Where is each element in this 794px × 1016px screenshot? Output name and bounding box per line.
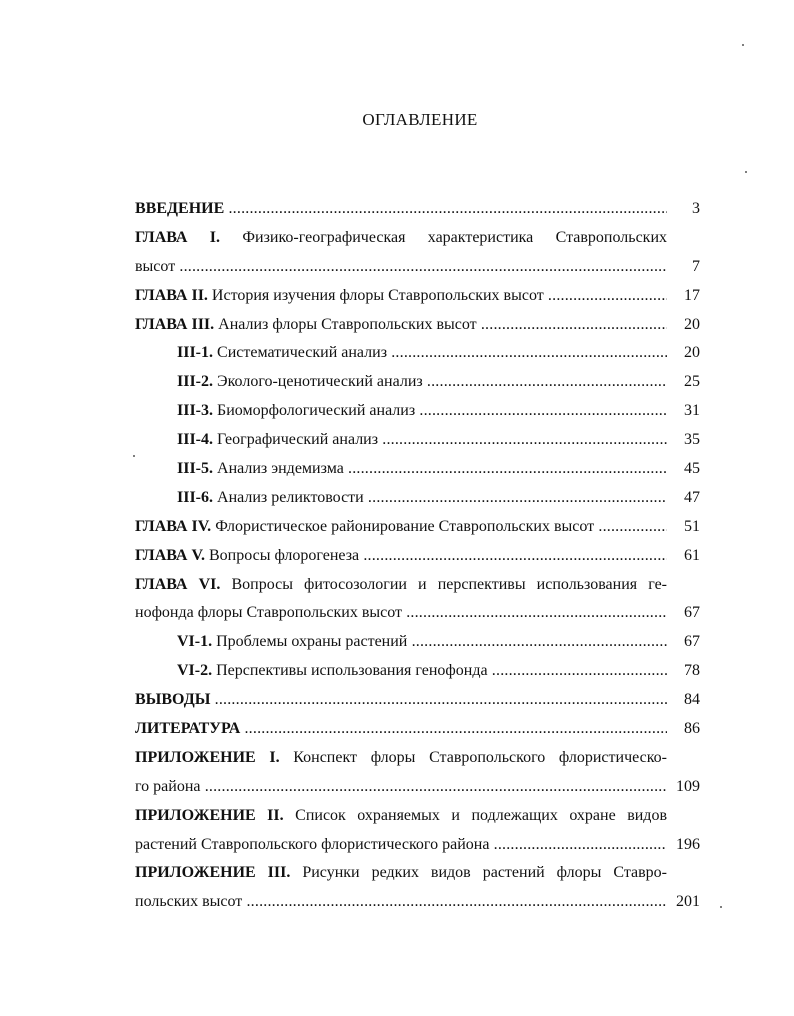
toc-entry-heading: ПРИЛОЖЕНИЕ I. xyxy=(135,748,280,766)
toc-entry-title: Проблемы охраны растений xyxy=(216,633,408,651)
toc-entry-heading: III-2. xyxy=(177,373,214,391)
toc-entry-heading: ГЛАВА VI. xyxy=(135,575,221,593)
toc-entry-heading: III-3. xyxy=(177,402,214,420)
toc-entry-title: Вопросы флорогенеза xyxy=(208,546,360,564)
toc-entry-section-3-1 xyxy=(135,340,710,369)
toc-page-number: 84 xyxy=(684,691,700,709)
toc-entry-section-3-6 xyxy=(135,485,710,514)
toc-entry-title: высот xyxy=(135,257,176,275)
toc-page-number: 51 xyxy=(684,517,700,535)
toc-entry-heading: III-5. xyxy=(177,460,214,478)
toc-entry-heading: ГЛАВА V. xyxy=(135,546,205,564)
toc-page-number: 86 xyxy=(684,720,700,738)
toc-entry-section-6-2 xyxy=(135,658,710,687)
toc-entry-title: Эколого-ценотический анализ xyxy=(217,373,423,391)
toc-entry-appendix-3 xyxy=(135,860,710,889)
toc-entry-section-3-5 xyxy=(135,456,710,485)
toc-entry-chapter-5 xyxy=(135,543,710,572)
toc-entry-heading: ГЛАВА III. xyxy=(135,315,215,333)
toc-page-number: 20 xyxy=(684,344,700,362)
table-of-contents xyxy=(135,196,710,918)
toc-page-number: 109 xyxy=(676,777,700,795)
toc-entry-title: Анализ реликтовости xyxy=(217,488,364,506)
toc-page-number: 20 xyxy=(684,315,700,333)
scan-speck xyxy=(720,906,722,908)
toc-page-number: 67 xyxy=(684,633,700,651)
page-title: ОГЛАВЛЕНИЕ xyxy=(362,110,478,129)
toc-entry-title: Анализ эндемизма xyxy=(217,460,344,478)
toc-entry-section-6-1 xyxy=(135,629,710,658)
toc-page-number: 25 xyxy=(684,373,700,391)
toc-entry-literature xyxy=(135,716,710,745)
toc-page-number: 67 xyxy=(684,604,700,622)
toc-entry-title: польских высот xyxy=(135,893,243,911)
toc-entry-heading: VI-1. xyxy=(177,633,213,651)
toc-page-number: 3 xyxy=(692,200,700,217)
toc-page-number: 196 xyxy=(676,835,700,853)
toc-entry-title: Географический анализ xyxy=(217,431,379,449)
toc-page-number: 47 xyxy=(684,488,700,506)
toc-page-number: 45 xyxy=(684,460,700,478)
toc-entry-title: Рисунки редких видов растений флоры Ставро- xyxy=(302,864,668,882)
toc-entry-appendix-1-continued xyxy=(135,774,710,803)
toc-entry-title: Список охраняемых и подлежащих охране видов xyxy=(295,806,668,824)
toc-page-number: 78 xyxy=(684,662,700,680)
toc-entry-heading: ГЛАВА II. xyxy=(135,286,208,304)
toc-entry-section-3-3 xyxy=(135,398,710,427)
toc-entry-heading: ПРИЛОЖЕНИЕ II. xyxy=(135,806,284,824)
toc-entry-chapter-1-continued xyxy=(135,254,710,283)
toc-page-number: 35 xyxy=(684,431,700,449)
toc-entry-section-3-2 xyxy=(135,369,710,398)
toc-entry-heading: ГЛАВА IV. xyxy=(135,517,212,535)
toc-page-number: 201 xyxy=(676,893,700,911)
toc-entry-appendix-2-continued xyxy=(135,832,710,861)
toc-entry-heading: III-1. xyxy=(177,344,214,362)
toc-entry-title: го района xyxy=(135,777,201,795)
toc-entry-section-3-4 xyxy=(135,427,710,456)
toc-entry-heading: ЛИТЕРАТУРА xyxy=(135,720,241,738)
toc-entry-chapter-3 xyxy=(135,312,710,341)
scan-speck xyxy=(133,455,135,457)
toc-entry-chapter-6-continued xyxy=(135,600,710,629)
toc-entry-appendix-3-continued xyxy=(135,889,710,918)
toc-entry-title: Перспективы использования генофонда xyxy=(216,662,488,680)
toc-entry-chapter-4 xyxy=(135,514,710,543)
toc-entry-heading: III-4. xyxy=(177,431,214,449)
toc-entry-heading: ПРИЛОЖЕНИЕ III. xyxy=(135,864,291,882)
toc-entry-chapter-1 xyxy=(135,225,710,254)
scan-speck xyxy=(742,44,744,46)
toc-entry-heading: ВЫВОДЫ xyxy=(135,691,211,709)
toc-entry-introduction xyxy=(135,196,710,225)
toc-entry-appendix-1 xyxy=(135,745,710,774)
toc-entry-heading: VI-2. xyxy=(177,662,213,680)
toc-entry-title: Вопросы фитосозологии и перспективы использования ге- xyxy=(231,575,668,593)
toc-entry-appendix-2 xyxy=(135,803,710,832)
toc-entry-title: История изучения флоры Ставропольских высот xyxy=(211,286,544,304)
toc-page-number: 17 xyxy=(684,286,700,304)
scan-speck xyxy=(745,171,747,173)
toc-entry-title: Конспект флоры Ставропольского флористическо- xyxy=(293,748,668,766)
toc-entry-conclusions xyxy=(135,687,710,716)
toc-entry-title: Анализ флоры Ставропольских высот xyxy=(218,315,477,333)
toc-entry-chapter-2 xyxy=(135,283,710,312)
toc-entry-title: растений Ставропольского флористического района xyxy=(135,835,490,853)
toc-entry-title: Систематический анализ xyxy=(217,344,388,362)
toc-entry-title: нофонда флоры Ставропольских высот xyxy=(135,604,402,622)
toc-entry-heading: III-6. xyxy=(177,488,214,506)
toc-page-number: 31 xyxy=(684,402,700,420)
toc-page-number: 61 xyxy=(684,546,700,564)
toc-entry-title: Физико-географическая характеристика Ставропольских xyxy=(242,228,667,246)
toc-page-number: 7 xyxy=(692,257,700,275)
toc-entry-heading: ГЛАВА I. xyxy=(135,228,221,246)
toc-entry-title: Биоморфологический анализ xyxy=(217,402,416,420)
toc-entry-heading: ВВЕДЕНИЕ xyxy=(135,200,225,217)
toc-entry-title: Флористическое районирование Ставропольских высот xyxy=(215,517,595,535)
toc-entry-chapter-6 xyxy=(135,572,710,601)
